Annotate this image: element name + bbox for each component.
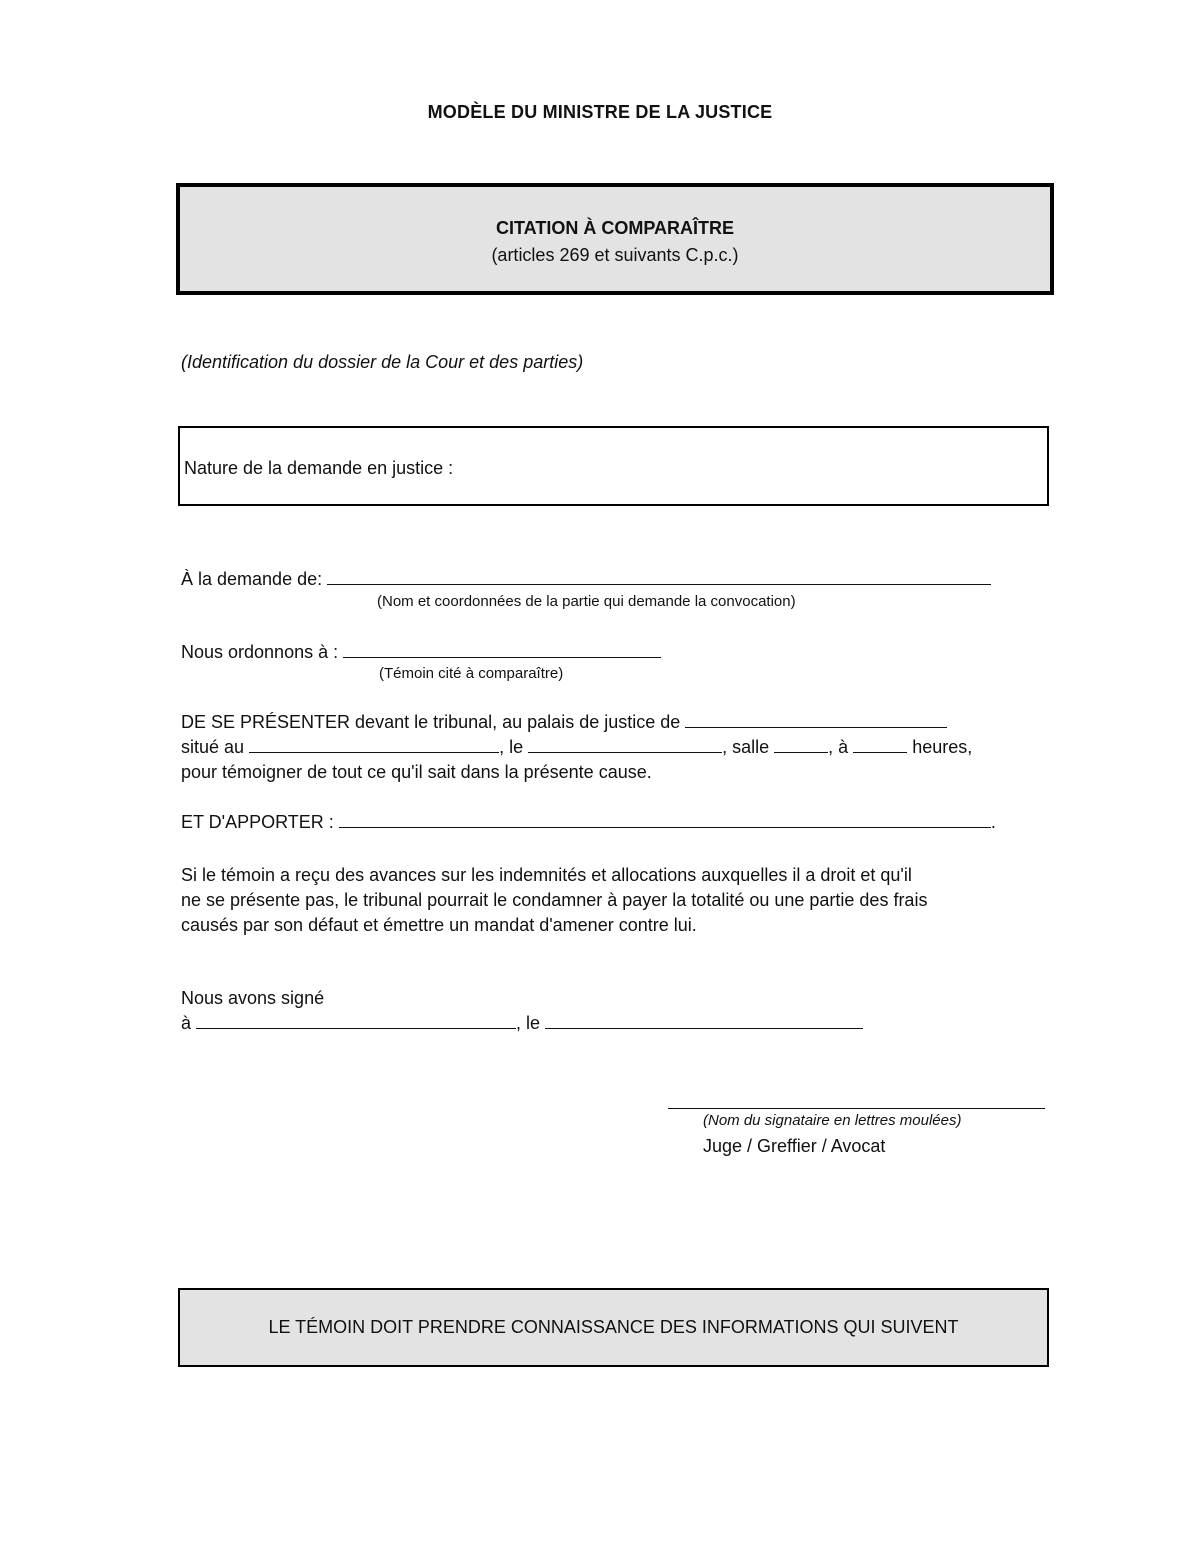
nature-label: Nature de la demande en justice : — [184, 458, 454, 478]
avertissement-line-1: Si le témoin a reçu des avances sur les indemnités et allocations auxquelles il a droit et qu'il — [181, 865, 912, 885]
demande-field[interactable] — [327, 569, 991, 585]
signature-line[interactable] — [668, 1108, 1045, 1109]
temoin-field[interactable] — [343, 642, 661, 658]
a-label: , à — [828, 737, 849, 757]
situe-label: situé au — [181, 737, 245, 757]
heures-label: heures, — [912, 737, 973, 757]
avertissement-paragraph — [181, 863, 1026, 938]
signatory-caption: (Nom du signataire en lettres moulées) — [703, 1112, 962, 1129]
demande-label: À la demande de: — [181, 569, 323, 589]
salle-label: , salle — [722, 737, 770, 757]
identification-note: (Identification du dossier de la Cour et des parties) — [181, 352, 584, 372]
demande-line — [181, 569, 991, 590]
apporter-field[interactable] — [339, 812, 991, 828]
avertissement-line-3: causés par son défaut et émettre un mandat d'amener contre lui. — [181, 915, 697, 935]
presenter-line-2 — [181, 737, 972, 758]
heure-field[interactable] — [853, 737, 907, 753]
le-label: , le — [499, 737, 524, 757]
apporter-suffix: . — [990, 812, 996, 832]
palais-field[interactable] — [685, 712, 947, 728]
date-field[interactable] — [528, 737, 722, 753]
ordonnons-caption: (Témoin cité à comparaître) — [379, 665, 564, 682]
signed-place-field[interactable] — [196, 1013, 516, 1029]
presenter-text: DE SE PRÉSENTER devant le tribunal, au palais de justice de — [181, 712, 681, 732]
signatory-role: Juge / Greffier / Avocat — [703, 1136, 886, 1156]
situe-field[interactable] — [249, 737, 499, 753]
demande-caption: (Nom et coordonnées de la partie qui demande la convocation) — [377, 593, 796, 610]
ordonnons-label: Nous ordonnons à : — [181, 642, 339, 662]
nature-box — [178, 426, 1049, 506]
salle-field[interactable] — [774, 737, 828, 753]
presenter-line-3: pour témoigner de tout ce qu'il sait dans la présente cause. — [181, 762, 652, 782]
avertissement-line-2: ne se présente pas, le tribunal pourrait le condamner à payer la totalité ou une partie des frais — [181, 890, 928, 910]
form-title: CITATION À COMPARAÎTRE — [496, 218, 734, 238]
form-subtitle: (articles 269 et suivants C.p.c.) — [491, 245, 739, 265]
presenter-line-1 — [181, 712, 947, 733]
title-box — [176, 183, 1054, 295]
signed-at-label: à — [181, 1013, 192, 1033]
document-header: MODÈLE DU MINISTRE DE LA JUSTICE — [427, 102, 773, 122]
apporter-line — [181, 812, 996, 833]
signed-date-field[interactable] — [545, 1013, 863, 1029]
signed-le-label: , le — [516, 1013, 541, 1033]
ordonnons-line — [181, 642, 661, 663]
footer-notice-box — [178, 1288, 1049, 1367]
signed-text: Nous avons signé — [181, 988, 325, 1008]
signed-line — [181, 1013, 863, 1034]
apporter-label: ET D'APPORTER : — [181, 812, 334, 832]
footer-notice: LE TÉMOIN DOIT PRENDRE CONNAISSANCE DES INFORMATIONS QUI SUIVENT — [268, 1317, 959, 1337]
